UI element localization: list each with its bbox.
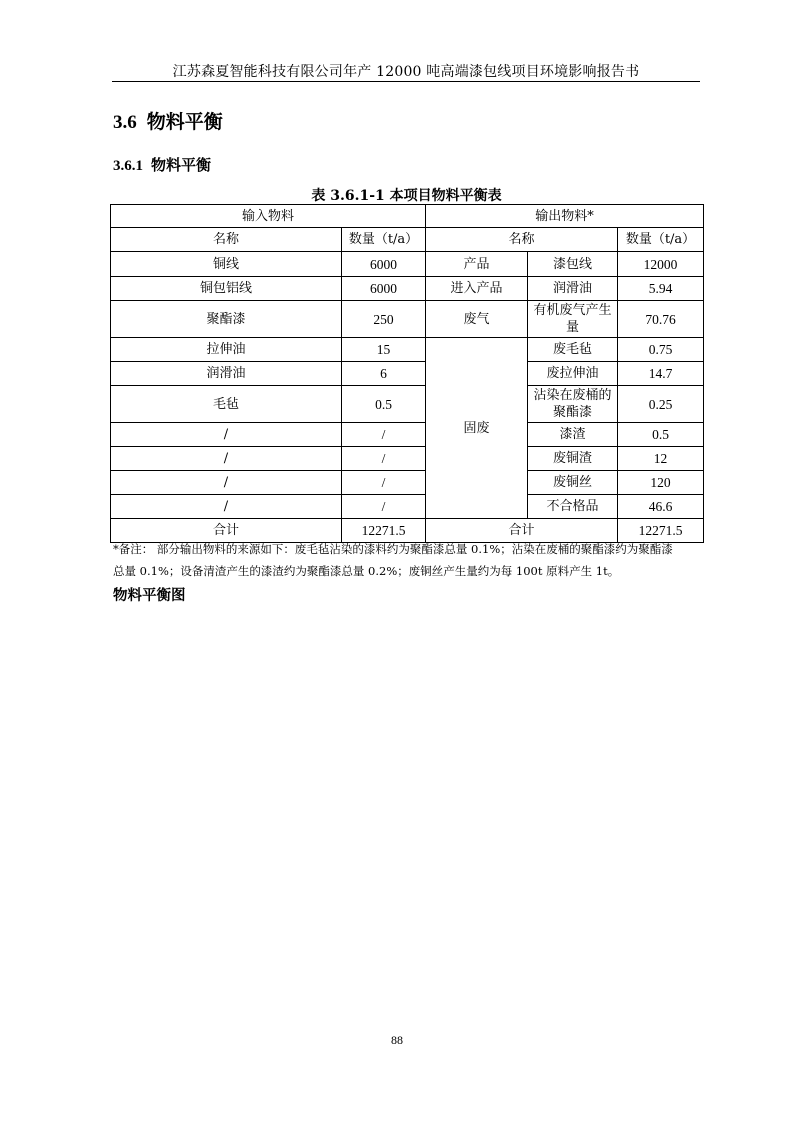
output-qty-cell: 12: [618, 447, 704, 471]
input-name-cell: /: [111, 495, 342, 519]
input-name-cell: 铜线: [111, 252, 342, 277]
table-column-header-row: [111, 228, 704, 252]
header-rule: [112, 81, 700, 82]
subsection-number: 3.6.1: [113, 158, 143, 174]
input-name-header: 名称: [111, 228, 342, 252]
output-name-cell: 漆包线: [528, 252, 618, 277]
section-number: 3.6: [113, 112, 137, 133]
subsection-heading: [113, 154, 211, 175]
output-category-cell: 废气: [426, 301, 528, 338]
table-row: [111, 495, 704, 519]
table-row: [111, 386, 704, 423]
output-qty-cell: 12000: [618, 252, 704, 277]
input-qty-header: 数量（t/a）: [342, 228, 426, 252]
output-name-cell: 废铜丝: [528, 471, 618, 495]
output-name-cell: 废铜渣: [528, 447, 618, 471]
figure-title: 物料平衡图: [113, 587, 186, 604]
table-caption: 表 3.6.1-1 本项目物料平衡表: [311, 188, 502, 204]
output-category-cell: 产品: [426, 252, 528, 277]
table-footnote: [113, 538, 705, 582]
input-qty-cell: 15: [342, 338, 426, 362]
input-materials-header: 输入物料: [111, 205, 426, 228]
input-name-cell: /: [111, 471, 342, 495]
table-group-header-row: [111, 205, 704, 228]
input-qty-cell: /: [342, 471, 426, 495]
input-total-label: 合计: [111, 519, 342, 543]
table-row: [111, 277, 704, 301]
input-name-cell: /: [111, 447, 342, 471]
input-qty-cell: 6: [342, 362, 426, 386]
table-row: [111, 471, 704, 495]
table-row: [111, 338, 704, 362]
input-qty-cell: /: [342, 495, 426, 519]
input-name-cell: 润滑油: [111, 362, 342, 386]
input-total-value: 12271.5: [342, 519, 426, 543]
footnote-line-2: 总量 0.1%；设备清渣产生的漆渣约为聚酯漆总量 0.2%；废铜丝产生量约为每 100t 原料产生 1t。: [113, 564, 620, 578]
input-qty-cell: 250: [342, 301, 426, 338]
input-qty-cell: 6000: [342, 252, 426, 277]
output-name-cell: 有机废气产生量: [528, 301, 618, 338]
section-heading: [113, 107, 223, 134]
output-name-cell: 不合格品: [528, 495, 618, 519]
output-materials-header: 输出物料*: [426, 205, 704, 228]
page-number: 88: [391, 1033, 403, 1047]
input-qty-cell: 0.5: [342, 386, 426, 423]
output-name-cell: 润滑油: [528, 277, 618, 301]
input-name-cell: 聚酯漆: [111, 301, 342, 338]
output-name-cell: 沾染在废桶的聚酯漆: [528, 386, 618, 423]
table-row: [111, 301, 704, 338]
subsection-title: 物料平衡: [151, 156, 212, 174]
output-qty-cell: 5.94: [618, 277, 704, 301]
output-total-value: 12271.5: [618, 519, 704, 543]
output-qty-cell: 0.5: [618, 423, 704, 447]
running-header: 江苏森夏智能科技有限公司年产 12000 吨高端漆包线项目环境影响报告书: [172, 64, 640, 80]
material-balance-table: [110, 204, 704, 543]
output-name-header: 名称: [426, 228, 618, 252]
input-name-cell: 拉伸油: [111, 338, 342, 362]
output-name-cell: 废毛毡: [528, 338, 618, 362]
output-total-label: 合计: [426, 519, 618, 543]
input-qty-cell: 6000: [342, 277, 426, 301]
output-category-cell: 进入产品: [426, 277, 528, 301]
output-qty-cell: 0.25: [618, 386, 704, 423]
output-qty-header: 数量（t/a）: [618, 228, 704, 252]
section-title: 物料平衡: [146, 111, 223, 133]
table-row: [111, 252, 704, 277]
input-name-cell: /: [111, 423, 342, 447]
output-qty-cell: 46.6: [618, 495, 704, 519]
input-qty-cell: /: [342, 447, 426, 471]
input-name-cell: 铜包铝线: [111, 277, 342, 301]
input-qty-cell: /: [342, 423, 426, 447]
footnote-line-1: *备注： 部分输出物料的来源如下：废毛毡沾染的漆料约为聚酯漆总量 0.1%；沾染在废桶的聚酯漆约为聚酯漆: [113, 542, 673, 556]
output-qty-cell: 0.75: [618, 338, 704, 362]
table-row: [111, 447, 704, 471]
table-row: [111, 362, 704, 386]
output-category-cell: 固废: [426, 338, 528, 519]
output-name-cell: 废拉伸油: [528, 362, 618, 386]
output-name-cell: 漆渣: [528, 423, 618, 447]
output-qty-cell: 14.7: [618, 362, 704, 386]
input-name-cell: 毛毡: [111, 386, 342, 423]
output-qty-cell: 120: [618, 471, 704, 495]
table-row: [111, 423, 704, 447]
output-qty-cell: 70.76: [618, 301, 704, 338]
